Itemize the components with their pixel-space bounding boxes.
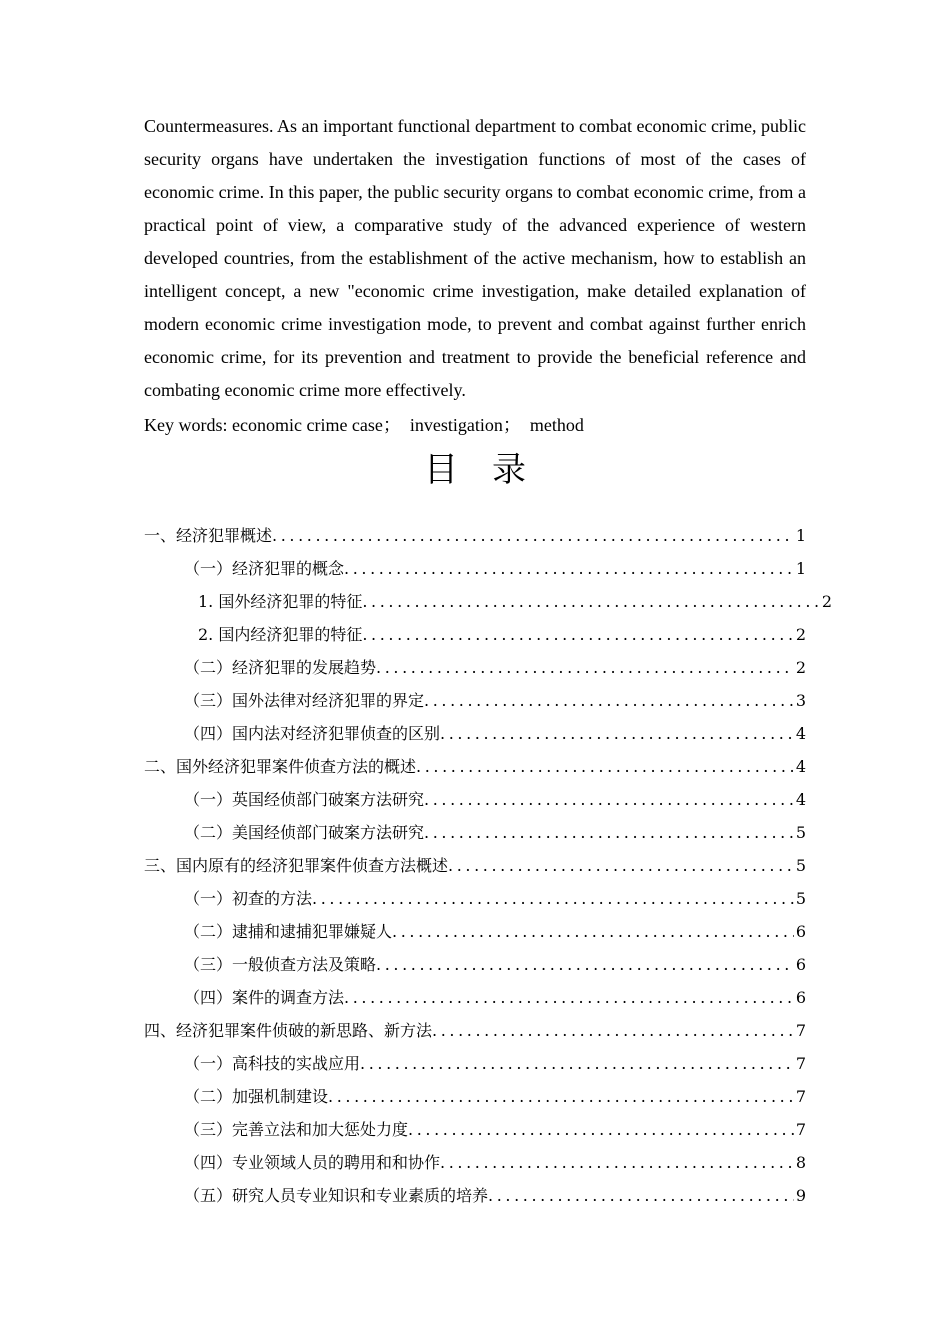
toc-leader (362, 585, 819, 618)
toc-entry-2-1[interactable]: （一）英国经侦部门破案方法研究 ..... 4 (144, 783, 806, 816)
toc-leader (432, 1014, 794, 1047)
toc-page-number: 7 (795, 1021, 806, 1040)
toc-entry-3[interactable]: 三、国内原有的经济犯罪案件侦查方法概述 ..... 5 (144, 849, 806, 882)
toc-page-number: 2 (821, 592, 832, 611)
toc-entry-1[interactable]: 一、经济犯罪概述 ..... 1 (144, 519, 806, 552)
toc-entry-3-1[interactable]: （一）初查的方法 ..... 5 (144, 882, 806, 915)
toc-leader (272, 519, 794, 552)
toc-entry-4-3[interactable]: （三）完善立法和加大惩处力度 ..... 7 (144, 1113, 806, 1146)
toc-page-number: 4 (795, 757, 806, 776)
toc-page-number: 3 (795, 691, 806, 710)
toc-page-number: 1 (795, 526, 806, 545)
toc-page-number: 6 (795, 922, 806, 941)
abstract-keywords: Key words: economic crime case； investigation； method (144, 415, 584, 435)
toc-leader (440, 717, 794, 750)
toc-page-number: 7 (795, 1120, 806, 1139)
toc-page-number: 2 (795, 625, 806, 644)
toc-leader (448, 849, 794, 882)
toc-entry-1-4[interactable]: （四）国内法对经济犯罪侦查的区别 ..... 4 (144, 717, 806, 750)
toc-entry-4-5[interactable]: （五）研究人员专业知识和专业素质的培养 ..... 9 (144, 1179, 806, 1212)
toc-entry-4-2[interactable]: （二）加强机制建设 ..... 7 (144, 1080, 806, 1113)
toc-leader (344, 552, 794, 585)
toc-entry-2-2[interactable]: （二）美国经侦部门破案方法研究 ..... 5 (144, 816, 806, 849)
toc-entry-4-4[interactable]: （四）专业领域人员的聘用和和协作 ..... 8 (144, 1146, 806, 1179)
toc-page-number: 7 (795, 1054, 806, 1073)
toc-leader (488, 1179, 794, 1212)
toc-leader (440, 1146, 794, 1179)
toc-entry-4[interactable]: 四、经济犯罪案件侦破的新思路、新方法 ..... 7 (144, 1014, 806, 1047)
toc-entry-2[interactable]: 二、国外经济犯罪案件侦查方法的概述 ..... 4 (144, 750, 806, 783)
toc-entry-1-2[interactable]: （二）经济犯罪的发展趋势 ..... 2 (144, 651, 806, 684)
toc-leader (376, 651, 794, 684)
toc-leader (344, 981, 794, 1014)
toc-leader (424, 684, 794, 717)
toc-page-number: 6 (795, 988, 806, 1007)
toc-leader (328, 1080, 794, 1113)
toc-page-number: 8 (795, 1153, 806, 1172)
toc-title (0, 448, 950, 492)
toc-entry-1-3[interactable]: （三）国外法律对经济犯罪的界定 ..... 3 (144, 684, 806, 717)
toc-page-number: 6 (795, 955, 806, 974)
toc-entry-1-1-1[interactable]: 1. 国外经济犯罪的特征 ..... 2 (144, 585, 832, 618)
toc-page-number: 2 (795, 658, 806, 677)
toc-entry-1-1-2[interactable]: 2. 国内经济犯罪的特征 ..... 2 (144, 618, 806, 651)
table-of-contents (144, 519, 832, 1212)
toc-page-number: 5 (795, 889, 806, 908)
toc-page-number: 4 (795, 790, 806, 809)
toc-title-left: 目 (424, 450, 458, 490)
toc-entry-3-2[interactable]: （二）逮捕和逮捕犯罪嫌疑人 ..... 6 (144, 915, 806, 948)
toc-leader (376, 948, 794, 981)
toc-leader (424, 783, 794, 816)
toc-leader (360, 1047, 794, 1080)
toc-page-number: 1 (795, 559, 806, 578)
toc-page-number: 9 (795, 1186, 806, 1205)
toc-entry-4-1[interactable]: （一）高科技的实战应用 ..... 7 (144, 1047, 806, 1080)
english-abstract (144, 110, 806, 407)
toc-page-number: 5 (795, 856, 806, 875)
toc-page-number: 5 (795, 823, 806, 842)
toc-leader (416, 750, 794, 783)
toc-leader (362, 618, 793, 651)
toc-leader (408, 1113, 794, 1146)
toc-page-number: 7 (795, 1087, 806, 1106)
toc-entry-3-3[interactable]: （三）一般侦查方法及策略 ..... 6 (144, 948, 806, 981)
toc-leader (392, 915, 794, 948)
toc-leader (312, 882, 794, 915)
toc-entry-1-1[interactable]: （一）经济犯罪的概念 ..... 1 (144, 552, 806, 585)
toc-entry-3-4[interactable]: （四）案件的调查方法 ..... 6 (144, 981, 806, 1014)
toc-title-right: 录 (492, 450, 526, 490)
toc-page-number: 4 (795, 724, 806, 743)
abstract-paragraph: Countermeasures. As an important functional department to combat economic crime, public security organs have undertaken the investigation functions of most of the cases of economic crime. In this paper, the public security organs to combat economic crime, from a practical point of view, a comparative study of the advanced experience of western developed countries, from the establishment of the active mechanism, how to establish an intelligent concept, a new "economic crime investigation, make detailed explanation of modern economic crime investigation mode, to prevent and combat against further enrich economic crime, for its prevention and treatment to provide the beneficial reference and combating economic crime more effectively. (144, 116, 806, 400)
toc-leader (424, 816, 794, 849)
